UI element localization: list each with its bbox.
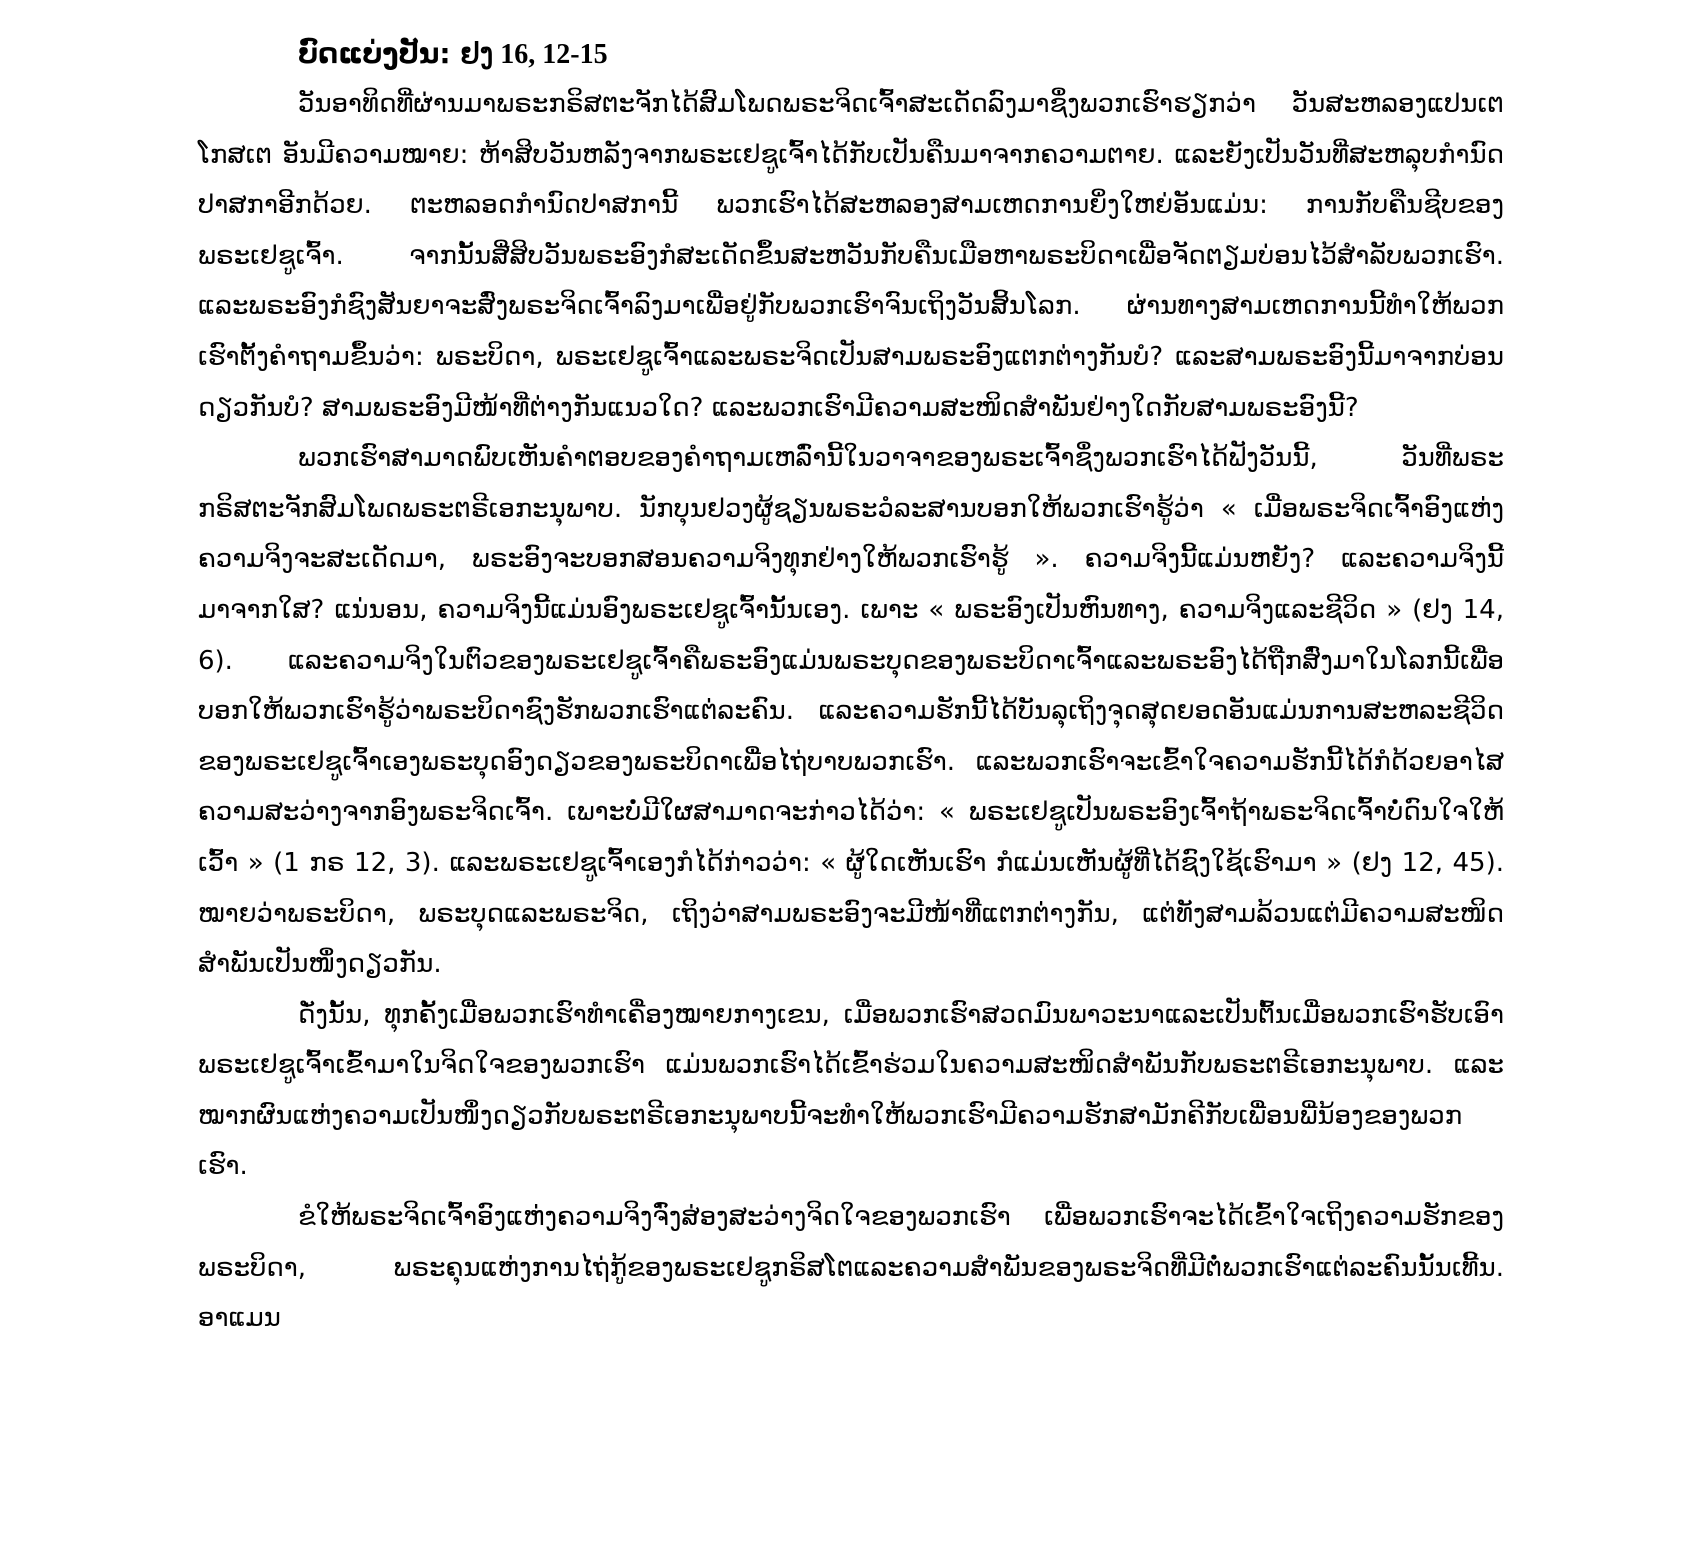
reading-heading: [298, 34, 1504, 75]
paragraph-4: ຂໍໃຫ້ພຣະຈິດເຈົ້າອົງແຫ່ງຄວາມຈິງຈົ່ງສ່ອງສະວ່າງຈິດໃຈຂອງພວກເຮົາ ເພື່ອພວກເຮົາຈະໄດ້ເຂົ້າໃຈເຖິງຄວາມຮັກຂອງພຣະບິດາ, ພຣະຄຸນແຫ່ງການໄຖ່ກູ້ຂອງພຣະເຢຊູກຣິສໂຕແລະຄວາມສຳພັນຂອງພຣະຈິດທີ່ມີຕໍ່ພວກເຮົາແຕ່ລະຄົນນັ້ນເທີ້ນ. ອາແມນ: [198, 1202, 1504, 1334]
paragraph-1: ວັນອາທິດທີ່ຜ່ານມາພຣະກຣິສຕະຈັກໄດ້ສົມໂພດພຣະຈິດເຈົ້າສະເດັດລົງມາຊຶ່ງພວກເຮົາຮຽກວ່າ ວັນສະຫລອງແປນເຕໂກສເຕ ອັນມີຄວາມໝາຍ: ຫ້າສິບວັນຫລັງຈາກພຣະເຢຊູເຈົ້າໄດ້ກັບເປັນຄືນມາຈາກຄວາມຕາຍ. ແລະຍັງເປັນວັນທີ່ສະຫລຸບກຳນົດປາສກາອີກດ້ວຍ. ຕະຫລອດກຳນົດປາສການີ້ ພວກເຮົາໄດ້ສະຫລອງສາມເຫດການຍິ່ງໃຫຍ່ອັນແມ່ນ: ການກັບຄືນຊີບຂອງພຣະເຢຊູເຈົ້າ. ຈາກນັ້ນສີ່ສິບວັນພຣະອົງກໍສະເດັດຂຶ້ນສະຫວັນກັບຄືນເມືອຫາພຣະບິດາເພື່ອຈັດຕຽມບ່ອນໄວ້ສຳລັບພວກເຮົາ. ແລະພຣະອົງກໍຊົງສັນຍາຈະສົ່ງພຣະຈິດເຈົ້າລົງມາເພື່ອຢູ່ກັບພວກເຮົາຈົນເຖິງວັນສິ້ນໂລກ. ຜ່ານທາງສາມເຫດການນີ້ທຳໃຫ້ພວກເຮົາຕັ້ງຄຳຖາມຂຶ້ນວ່າ: ພຣະບິດາ, ພຣະເຢຊູເຈົ້າແລະພຣະຈິດເປັນສາມພຣະອົງແຕກຕ່າງກັນບໍ? ແລະສາມພຣະອົງນີ້ມາຈາກບ່ອນດຽວກັນບໍ? ສາມພຣະອົງມີໜ້າທີ່ຕ່າງກັນແນວໃດ? ແລະພວກເຮົາມີຄວາມສະໜິດສຳພັນຢ່າງໃດກັບສາມພຣະອົງນີ້?: [198, 89, 1504, 423]
paragraph-3: ດັ່ງນັ້ນ, ທຸກຄັ້ງເມື່ອພວກເຮົາທຳເຄື່ອງໝາຍກາງເຂນ, ເມື່ອພວກເຮົາສວດມົນພາວະນາແລະເປັນຕົ້ນເມື່ອພວກເຮົາຮັບເອົາພຣະເຢຊູເຈົ້າເຂົ້າມາໃນຈິດໃຈຂອງພວກເຮົາ ແມ່ນພວກເຮົາໄດ້ເຂົ້າຮ່ວມໃນຄວາມສະໜິດສຳພັນກັບພຣະຕຣີເອກະນຸພາບ. ແລະໝາກຜົນແຫ່ງຄວາມເປັນໜຶ່ງດຽວກັບພຣະຕຣີເອກະນຸພາບນີ້ຈະທຳໃຫ້ພວກເຮົາມີຄວາມຮັກສາມັກຄີກັບເພື່ອນພີ່ນ້ອງຂອງພວກເຮົາ.: [198, 999, 1504, 1182]
document-page: [198, 34, 1504, 1344]
scripture-reference: ຢງ 16, 12-15: [460, 39, 608, 70]
paragraph-2: ພວກເຮົາສາມາດພົບເຫັນຄຳຕອບຂອງຄຳຖາມເຫລົ່ານີ້ໃນວາຈາຂອງພຣະເຈົ້າຊຶ່ງພວກເຮົາໄດ້ຟັງວັນນີ້, ວັນທີ່ພຣະກຣິສຕະຈັກສົມໂພດພຣະຕຣີເອກະນຸພາບ. ນັກບຸນຢວງຜູ້ຊຽນພຣະວໍລະສານບອກໃຫ້ພວກເຮົາຮູ້ວ່າ « ເມື່ອພຣະຈິດເຈົ້າອົງແຫ່ງຄວາມຈິງຈະສະເດັດມາ, ພຣະອົງຈະບອກສອນຄວາມຈິງທຸກຢ່າງໃຫ້ພວກເຮົາຮູ້ ». ຄວາມຈິງນີ້ແມ່ນຫຍັງ? ແລະຄວາມຈິງນີ້ມາຈາກໃສ? ແນ່ນອນ, ຄວາມຈິງນີ້ແມ່ນອົງພຣະເຢຊູເຈົ້ານັ້ນເອງ. ເພາະ « ພຣະອົງເປັນຫົນທາງ, ຄວາມຈິງແລະຊີວິດ » (ຢງ 14, 6). ແລະຄວາມຈິງໃນຕົວຂອງພຣະເຢຊູເຈົ້າຄືພຣະອົງແມ່ນພຣະບຸດຂອງພຣະບິດາເຈົ້າແລະພຣະອົງໄດ້ຖືກສົ່ງມາໃນໂລກນີ້ເພື່ອບອກໃຫ້ພວກເຮົາຮູ້ວ່າພຣະບິດາຊົງຮັກພວກເຮົາແຕ່ລະຄົນ. ແລະຄວາມຮັກນີ້ໄດ້ບັນລຸເຖິງຈຸດສຸດຍອດອັນແມ່ນການສະຫລະຊີວິດຂອງພຣະເຢຊູເຈົ້າເອງພຣະບຸດອົງດຽວຂອງພຣະບິດາເພື່ອໄຖ່ບາບພວກເຮົາ. ແລະພວກເຮົາຈະເຂົ້າໃຈຄວາມຮັກນີ້ໄດ້ກໍດ້ວຍອາໄສຄວາມສະວ່າງຈາກອົງພຣະຈິດເຈົ້າ. ເພາະບໍ່ມີໃຜສາມາດຈະກ່າວໄດ້ວ່າ: « ພຣະເຢຊູເປັນພຣະອົງເຈົ້າຖ້າພຣະຈິດເຈົ້າບໍ່ດົນໃຈໃຫ້ເວົ້າ » (1 ກຣ 12, 3). ແລະພຣະເຢຊູເຈົ້າເອງກໍໄດ້ກ່າວວ່າ: « ຜູ້ໃດເຫັນເຮົາ ກໍແມ່ນເຫັນຜູ້ທີ່ໄດ້ຊົງໃຊ້ເຮົາມາ » (ຢງ 12, 45). ໝາຍວ່າພຣະບິດາ, ພຣະບຸດແລະພຣະຈິດ, ເຖິງວ່າສາມພຣະອົງຈະມີໜ້າທີ່ແຕກຕ່າງກັນ, ແຕ່ທັງສາມລ້ວນແຕ່ມີຄວາມສະໜິດສຳພັນເປັນໜຶ່ງດຽວກັນ.: [198, 443, 1504, 980]
heading-label: ບົດແບ່ງປັນ:: [298, 37, 451, 70]
